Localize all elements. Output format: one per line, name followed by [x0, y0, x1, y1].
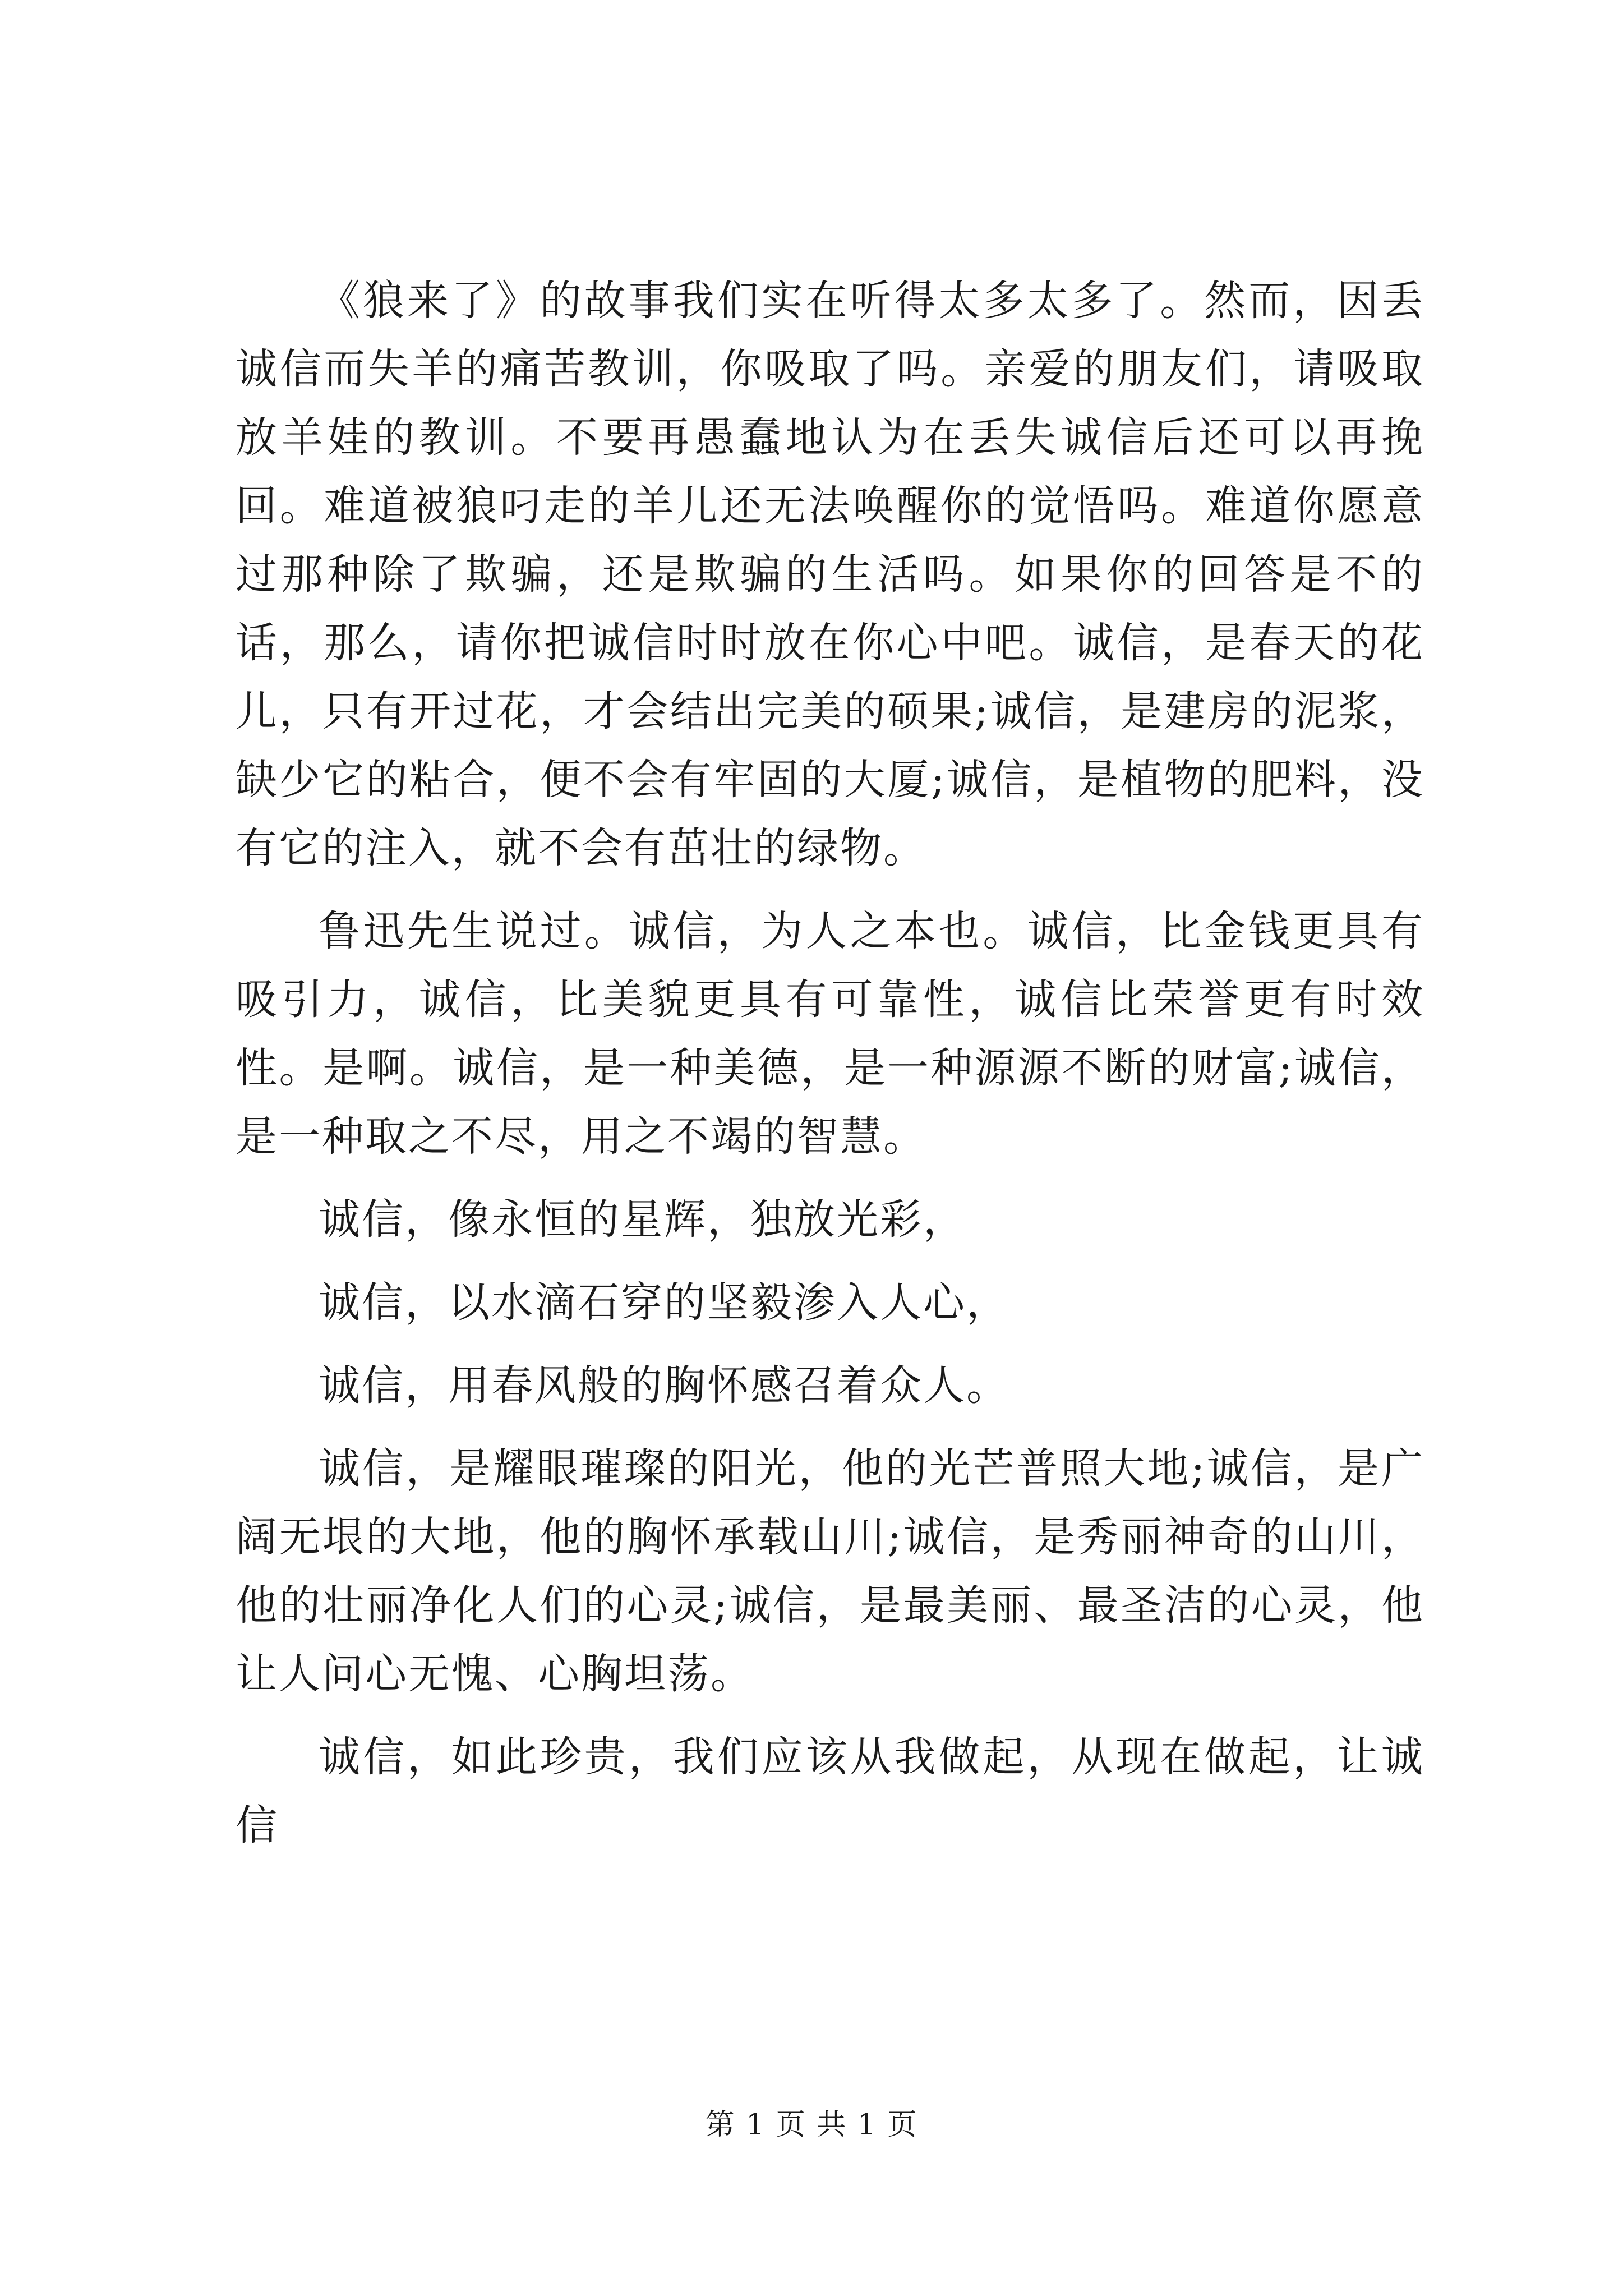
paragraph-sunlight: 诚信，是耀眼璀璨的阳光，他的光芒普照大地;诚信，是广阔无垠的大地，他的胸怀承载山川;诚信，是秀丽神奇的山川，他的壮丽净化人们的心灵;诚信，是最美丽、最圣洁的心灵，他让人问心无愧、心胸坦荡。	[236, 1444, 1424, 1698]
paragraph-conclusion: 诚信，如此珍贵，我们应该从我做起，从现在做起，让诚信	[236, 1733, 1424, 1849]
paragraph-luxun-quote: 鲁迅先生说过。诚信，为人之本也。诚信，比金钱更具有吸引力，诚信，比美貌更具有可靠性，诚信比荣誉更有时效性。是啊。诚信，是一种美德，是一种源源不断的财富;诚信，是一种取之不尽，用之不竭的智慧。	[236, 907, 1424, 1161]
page-footer: 第 1 页 共 1 页	[705, 2108, 918, 2142]
paragraph-wolf-story: 《狼来了》的故事我们实在听得太多太多了。然而，因丢诚信而失羊的痛苦教训，你吸取了吗。亲爱的朋友们，请吸取放羊娃的教训。不要再愚蠢地认为在丢失诚信后还可以再挽回。难道被狼叼走的羊儿还无法唤醒你的觉悟吗。难道你愿意过那种除了欺骗，还是欺骗的生活吗。如果你的回答是不的话，那么，请你把诚信时时放在你心中吧。诚信，是春天的花儿，只有开过花，才会结出完美的硕果;诚信，是建房的泥浆，缺少它的粘合，便不会有牢固的大厦;诚信，是植物的肥料，没有它的注入，就不会有茁壮的绿物。	[236, 277, 1424, 872]
paragraph-verse-3: 诚信，用春风般的胸怀感召着众人。	[319, 1361, 1009, 1410]
paragraph-verse-2: 诚信，以水滴石穿的坚毅渗入人心，	[319, 1278, 1009, 1327]
document-body	[236, 266, 1424, 1860]
paragraph-verse-1: 诚信，像永恒的星辉，独放光彩，	[319, 1195, 966, 1244]
